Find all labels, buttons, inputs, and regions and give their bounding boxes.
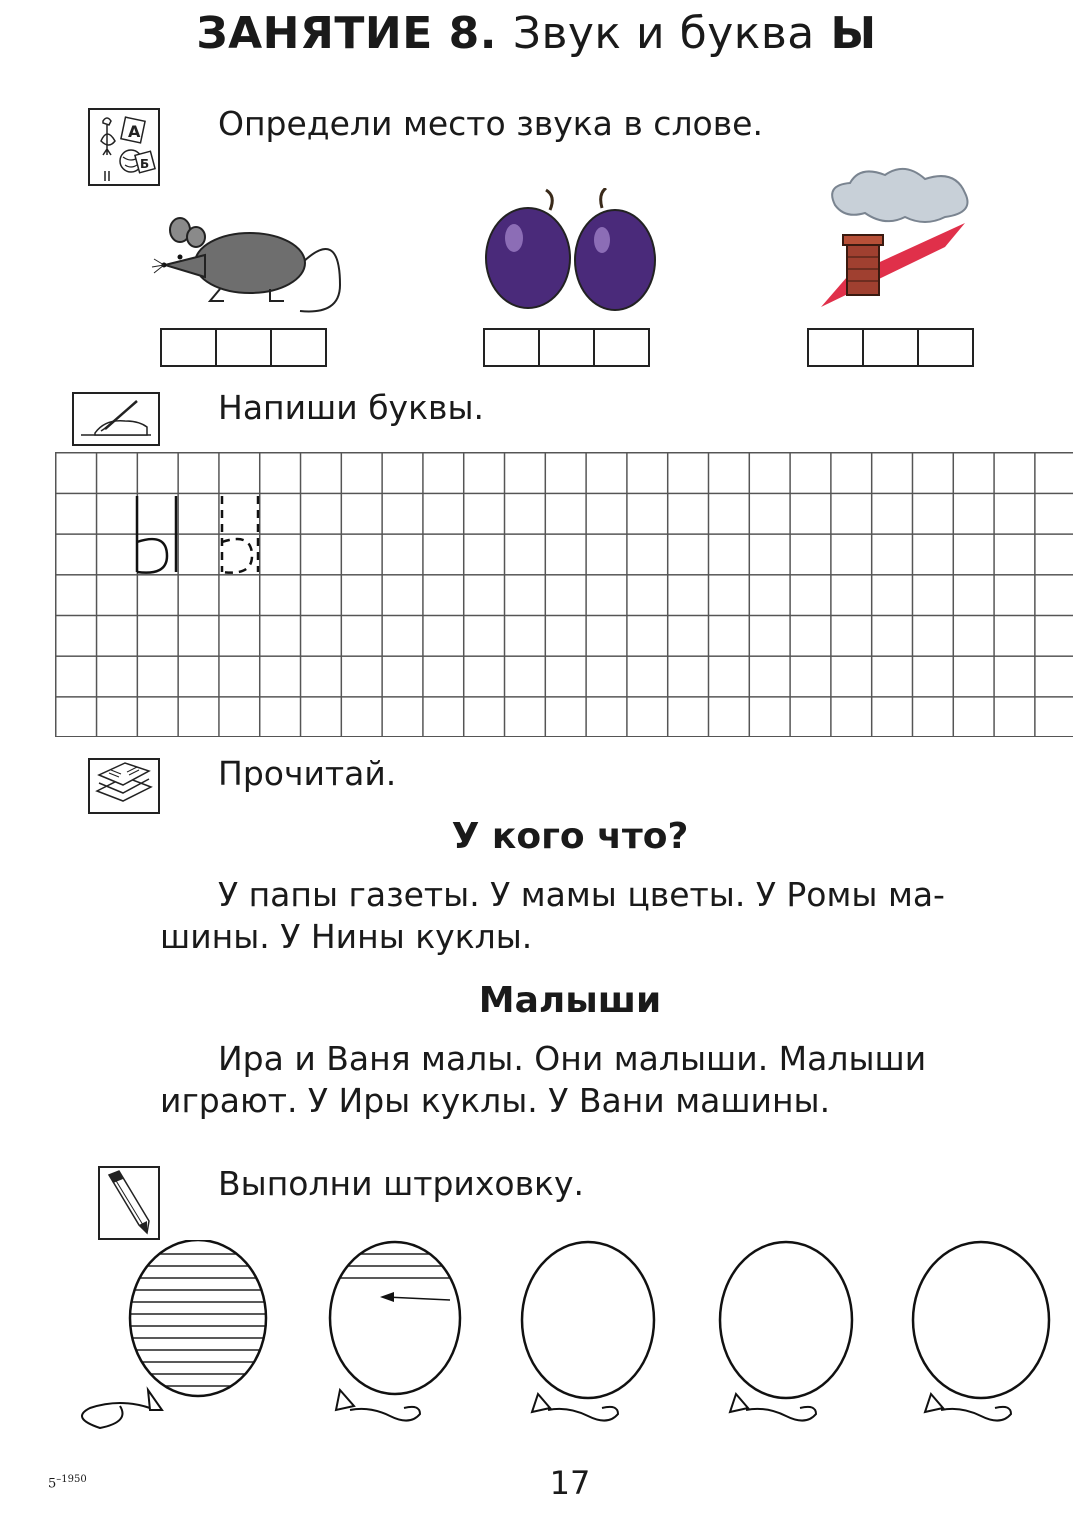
- answer-boxes-plums[interactable]: [483, 328, 648, 367]
- story1-line1: У папы газеты. У мамы цветы. У Ромы ма-: [218, 875, 945, 914]
- story1-title: У кого что?: [451, 816, 689, 857]
- answer-boxes-mouse[interactable]: [160, 328, 325, 367]
- story2-line1: Ира и Ваня малы. Они малыши. Малыши: [218, 1039, 927, 1078]
- task4-instruction: Выполни штриховку.: [218, 1164, 584, 1203]
- story2-title: Малыши: [478, 980, 662, 1021]
- abc-stork-icon: [88, 108, 160, 186]
- lesson-label: ЗАНЯТИЕ 8.: [196, 8, 497, 59]
- writing-hand-icon: [72, 392, 160, 446]
- story1-line2: шины. У Нины куклы.: [160, 917, 533, 956]
- svg-text:А: А: [128, 122, 141, 141]
- page-number: 17: [549, 1464, 591, 1502]
- story2-line2: играют. У Иры куклы. У Вани машины.: [160, 1081, 831, 1120]
- answer-boxes-chimney[interactable]: [807, 328, 972, 367]
- page-title: [0, 8, 1073, 59]
- balloon-empty[interactable]: [895, 1240, 1065, 1430]
- pencil-icon: [98, 1166, 160, 1240]
- print-code-sup: –1950: [56, 1474, 87, 1485]
- task1-instruction: Определи место звука в слове.: [218, 104, 763, 143]
- svg-text:Б: Б: [140, 157, 150, 171]
- mouse-picture: [150, 205, 350, 315]
- balloon-empty[interactable]: [700, 1240, 870, 1430]
- lesson-topic: Звук и буква: [512, 8, 815, 59]
- task3-instruction: Прочитай.: [218, 754, 397, 793]
- print-code-main: 5: [48, 1476, 57, 1492]
- letter-sample: [130, 492, 270, 576]
- balloon-hatched[interactable]: [80, 1240, 280, 1430]
- task2-instruction: Напиши буквы.: [218, 388, 484, 427]
- chimney-smoke-picture: [815, 165, 975, 315]
- open-book-icon: [88, 758, 160, 814]
- balloon-empty[interactable]: [500, 1240, 670, 1430]
- lesson-letter: Ы: [830, 8, 877, 59]
- plums-picture: [480, 188, 660, 316]
- balloon-partly-hatched[interactable]: [300, 1240, 480, 1430]
